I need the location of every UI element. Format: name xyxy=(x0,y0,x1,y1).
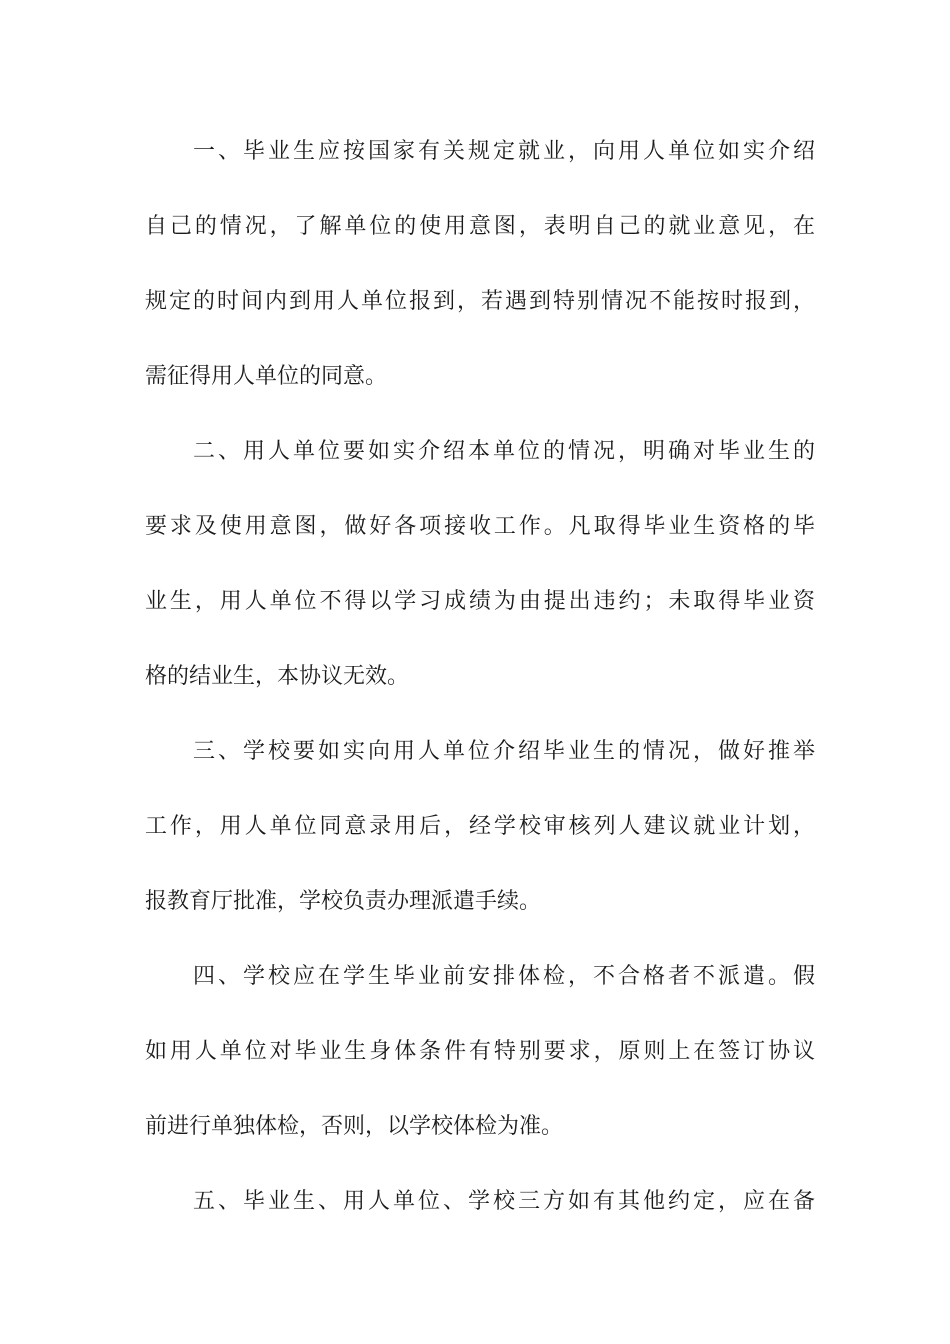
paragraph-2-line-4: 格的结业生，本协议无效。 xyxy=(145,664,410,689)
paragraph-1-line-2: 自己的情况，了解单位的使用意图，表明自己的就业意见，在 xyxy=(145,214,815,239)
paragraph-1-line-4: 需征得用人单位的同意。 xyxy=(145,364,388,389)
paragraph-3-line-3: 报教育厅批准，学校负责办理派遣手续。 xyxy=(145,889,542,914)
paragraph-3-line-1: 三、学校要如实向用人单位介绍毕业生的情况，做好推举 xyxy=(193,739,815,764)
paragraph-4-line-3: 前进行单独体检，否则，以学校体检为准。 xyxy=(145,1114,564,1139)
paragraph-2-line-1: 二、用人单位要如实介绍本单位的情况，明确对毕业生的 xyxy=(193,439,815,464)
paragraph-3-line-2: 工作，用人单位同意录用后，经学校审核列人建议就业计划， xyxy=(145,814,815,839)
paragraph-2-line-2: 要求及使用意图，做好各项接收工作。凡取得毕业生资格的毕 xyxy=(145,514,815,539)
paragraph-4-line-1: 四、学校应在学生毕业前安排体检，不合格者不派遣。假 xyxy=(193,964,815,989)
paragraph-2-line-3: 业生，用人单位不得以学习成绩为由提出违约；未取得毕业资 xyxy=(145,589,815,614)
paragraph-1-line-1: 一、毕业生应按国家有关规定就业，向用人单位如实介绍 xyxy=(193,139,815,164)
paragraph-1-line-3: 规定的时间内到用人单位报到，若遇到特别情况不能按时报到， xyxy=(145,289,815,314)
paragraph-5-line-1: 五、毕业生、用人单位、学校三方如有其他约定，应在备 xyxy=(193,1189,815,1214)
paragraph-4-line-2: 如用人单位对毕业生身体条件有特别要求，原则上在签订协议 xyxy=(145,1039,815,1064)
